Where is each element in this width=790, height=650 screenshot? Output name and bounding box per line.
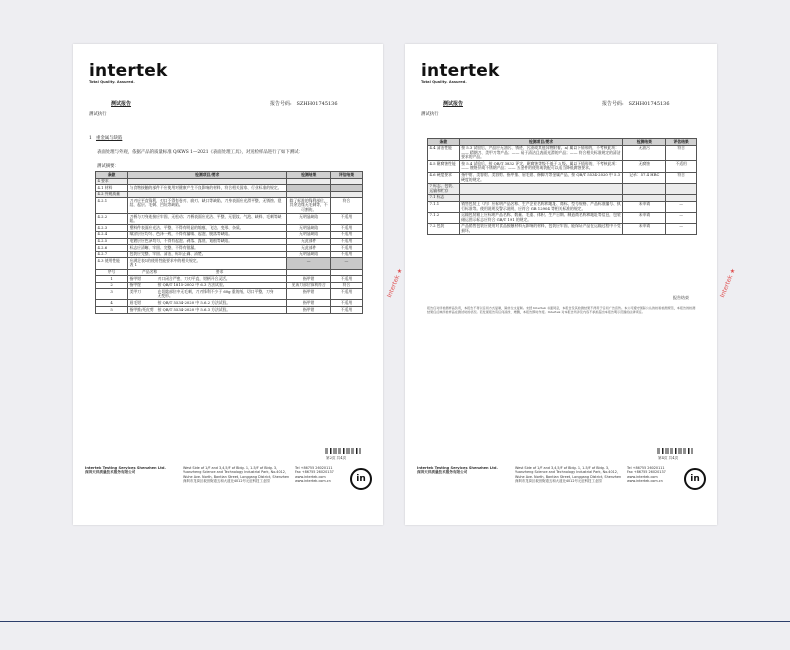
table-cell-result: 无明显缺陷 [287, 214, 330, 225]
table-cell-req: 刀刃应平直锋利，刃口不得有卷刃、崩刃、缺口等缺陷，刀身表面应光滑平整，无锈蚀、裂纹、起层、毛刺、凹坑等缺陷。 [128, 198, 287, 214]
table-cell-req: 运输包装箱上应标明产品名称、数量、毛重、体积、生产日期、制造商名称和地址等信息，包装储运图示标志应符合 GB/T 191 的规定。 [459, 212, 623, 223]
company-address: West Side of 1/F and 3,4,5/F of Bldg. 1, 1-5/F of Bldg. 3, Yuanzheng Science and Technology Industrial Park, No.4012, Wuhe Ave. North, Bantian Street, Longgang District, Shenzhen 深圳市龙岗区坂田街道五和大道北4012号元征科技工业园 [183, 466, 290, 484]
table-row [96, 251, 363, 258]
table-cell-clause: 4.4 清洁性能 [428, 145, 460, 161]
table-row [96, 231, 363, 238]
table-cell-req [459, 194, 623, 201]
table-cell-eval [330, 191, 362, 198]
table-cell-req: 按 5.3 试验后，产品应无油污、锈迹、污渍或其他异物附着。a) 属以下情形的，不考核此项：—— 精钢刀、美甲刀等产品；—— 易于清洁且表面光滑的产品；—— 符合相关标准规定的清洁要求的产品。 [459, 145, 623, 161]
table-row [96, 258, 363, 269]
brand-name: intertek [89, 61, 168, 81]
table-cell-req: 应满足表1的使用性能要求中的相关规定。 表 1 [128, 258, 287, 269]
table-cell-result: 无明显缺陷 [287, 225, 330, 232]
table-cell-clause: 7.1.1 [428, 201, 460, 212]
brand-tagline: Total Quality. Assured. [89, 80, 135, 84]
sub-table-row: 2 指甲锉 按 QB/T 1815-2002 中 6.3 方法试验。 见该刀部位锋利符合 符合 [96, 282, 363, 289]
table-cell-eval: 符合 [330, 198, 362, 214]
table-cell-result: 无此部件 [287, 245, 330, 252]
table-cell-req [459, 183, 623, 194]
table-cell-clause: 4.6 硬度要求 [428, 172, 460, 183]
table-cell-req: 刀柄与刀身连接应牢固，无松动；刀柄表面应光洁、平整，无裂纹、气泡、缺料、毛刺等缺陷。 [128, 214, 287, 225]
company-name: Intertek Testing Services Shenzhen Ltd. 深圳天祥质量技术服务有限公司 [85, 466, 166, 475]
table-cell-clause: 7.2 包装 [428, 223, 460, 234]
company-contact: Tel +86755 26020111 Fax +86755 26020137 www.intertek.com www.intertek.com.cn [627, 466, 666, 484]
table-cell-clause: 4.2.2 [96, 214, 128, 225]
table-row [96, 185, 363, 192]
table-cell-result: 未申请 [623, 201, 666, 212]
report-type: 测试报告 [111, 101, 132, 107]
table-cell-clause: 4.2.5 [96, 238, 128, 245]
table-row [96, 191, 363, 198]
table-cell-eval: 不适用 [330, 231, 362, 238]
table-cell-eval: 不适用 [330, 245, 362, 252]
company-address: West Side of 1/F and 3,4,5/F of Bldg. 1, 1-5/F of Bldg. 3, Yuanzheng Science and Technology Industrial Park, No.4012, Wuhe Ave. North, Bantian Street, Longgang District, Shenzhen 深圳市龙岗区坂田街道五和大道北4012号元征科技工业园 [515, 466, 622, 484]
table-cell-eval: 不适用 [330, 214, 362, 225]
page-number: 第2页 共4页 [326, 456, 347, 460]
table-cell-clause: 4.5 耐腐蚀性能 [428, 161, 460, 172]
table-cell-eval: 不适用 [330, 225, 362, 232]
table-cell-clause: 4.2.6 [96, 245, 128, 252]
table-cell-clause: 4.2 外观质量 [96, 191, 128, 198]
brand-name: intertek [421, 61, 500, 81]
table-row [428, 223, 697, 234]
table-row [428, 172, 697, 183]
table-cell-clause: 7.1.2 [428, 212, 460, 223]
section-intro: 表面处理与外观，依据产品的质量标准 Q/KWS 1—2021《表面处理工具》，对送检样品进行了如下测试： [97, 150, 303, 155]
table-cell-result: 未申请 [623, 212, 666, 223]
table-row [96, 238, 363, 245]
executed-label: 测试执行 [421, 112, 439, 117]
table-cell-result: 未申请 [623, 223, 666, 234]
table-cell-clause: 4.2.7 [96, 251, 128, 258]
table-cell-result: 无此部件 [287, 238, 330, 245]
intertek-logo [421, 62, 500, 84]
table-cell-eval: 不适用 [666, 161, 697, 172]
summary-subhead: 测试摘要： [97, 164, 119, 169]
table-cell-eval: 符合 [666, 145, 697, 161]
table-row [96, 178, 363, 185]
table-cell-clause: 7.1 标志 [428, 194, 460, 201]
table-cell-clause: 4 要求 [96, 178, 128, 185]
table-row [428, 161, 697, 172]
table-cell-eval: — [330, 258, 362, 269]
table-row [96, 225, 363, 232]
seal-stamp: Intertek ★ [386, 267, 405, 299]
sub-table-header-row: 序号 产品名称 要求 [96, 269, 363, 276]
table-cell-result: 除了标准的锋利部位，其余边缘无毛刺等，不可割伤。 [287, 198, 330, 214]
table-cell-result: 无油污 [623, 145, 666, 161]
report-page-2 [405, 44, 717, 525]
divider-line [0, 621, 790, 622]
table-cell-result [287, 178, 330, 185]
company-contact: Tel +86755 26020111 Fax +86755 26020137 www.intertek.com www.intertek.com.cn [295, 466, 334, 484]
table-cell-eval: — [666, 201, 697, 212]
table-cell-result [623, 183, 666, 194]
barcode [325, 448, 361, 454]
table-cell-clause: 4.3 使用性能 [96, 258, 128, 269]
table-cell-result: 无腐蚀 [623, 161, 666, 172]
table-cell-result: 无明显缺陷 [287, 251, 330, 258]
intertek-logo [89, 62, 168, 84]
table-cell-clause: 7 标志、包装、运输和贮存 [428, 183, 460, 194]
table-row [428, 145, 697, 161]
table-cell-req: 标志应清晰、牢固、完整，不得有错漏。 [128, 245, 287, 252]
table-cell-result [287, 191, 330, 198]
table-cell-req: 塑料件表面应光洁、平整，不得有明显的缩痕、飞边、变形、杂质。 [128, 225, 287, 232]
report-page-1 [73, 44, 383, 525]
table-cell-eval: 不适用 [330, 238, 362, 245]
table-cell-req: 喷涂层应均匀、色泽一致，不得有漏喷、起泡、脱落等缺陷。 [128, 231, 287, 238]
table-cell-eval [666, 183, 697, 194]
table-cell-eval: 不适用 [330, 251, 362, 258]
table-cell-eval: 符合 [666, 172, 697, 183]
table-cell-req: 销售包装上（内）应标明产品名称、生产企业名称和地址、商标、型号规格、产品标准编号、执行标准等。使用说明及警示说明，应符合 GB 12904 等相关标准的规定。 [459, 201, 623, 212]
intertek-in-mark-icon: in [684, 468, 706, 490]
report-number: 报告号码: SZHH01745136 [270, 101, 338, 107]
table-cell-req: 与食物接触的部件不应使用对健康产生不良影响的材料，符合相关国家、行业标准的规定。 [128, 185, 287, 192]
sub-table-row: 1 指甲钳 刃口闭合严密，刀刃平直，钳柄开合灵活。 指甲钳 不适用 [96, 276, 363, 283]
page-number: 第4页 共4页 [658, 456, 679, 460]
sub-table-row: 5 指甲推/死皮剪 按 QB/T 5534-2020 中 5.6.3 方法试验。 指甲钳 不适用 [96, 307, 363, 314]
report-number: 报告号码: SZHH01745136 [602, 101, 670, 107]
table-cell-eval: — [666, 212, 697, 223]
intertek-in-mark-icon: in [350, 468, 372, 490]
table-row [428, 212, 697, 223]
table-cell-clause: 4.2.1 [96, 198, 128, 214]
table-cell-req [128, 191, 287, 198]
sub-table-row: 3 美甲刀 在切除部位中无毛刺，刀刃锋利不少于 60g 重的纸，切口平整，刀身无变形。 指甲钳 不适用 [96, 289, 363, 300]
table-cell-result: 记录：57.4 HRC [623, 172, 666, 183]
table-cell-req: 按 5.4 试验后，按 QB/T 3832 评定，耐腐蚀等级不低于 3 级。属以下情形的，不考核此项：—— 镀铬层或不锈钢产品；—— 五金件的使用或装配可以适当降低腐蚀要求。 [459, 161, 623, 172]
table-cell-result [623, 194, 666, 201]
table-row [96, 198, 363, 214]
report-type: 测试报告 [443, 101, 464, 107]
table-cell-eval [666, 194, 697, 201]
table-cell-eval: — [666, 223, 697, 234]
table-cell-result: — [287, 258, 330, 269]
table-cell-req: 电镀层应色泽均匀，不得有起泡、剥落、露底、划痕等缺陷。 [128, 238, 287, 245]
table-row [96, 245, 363, 252]
section-heading: 1 重金属与缺陷 [89, 136, 123, 141]
table-cell-req [128, 178, 287, 185]
table-cell-result [287, 185, 330, 192]
table-cell-req: 产品销售包装应使用对食品接触材料无影响的材料，包装应牢固，能保证产品在运输过程中不受损坏。 [459, 223, 623, 234]
table-header-row: 条款 检测项目/要求 检测结果 评估结果 [96, 172, 363, 179]
executed-label: 测试执行 [89, 112, 107, 117]
table-cell-result: 无明显缺陷 [287, 231, 330, 238]
report-end-label: 报告结束 [673, 295, 689, 300]
table-cell-req: 包装应完整、牢固、清洁，标识正确、清楚。 [128, 251, 287, 258]
table-row [428, 201, 697, 212]
table-cell-clause: 4.2.3 [96, 225, 128, 232]
seal-stamp: Intertek ★ [719, 267, 738, 299]
company-name: Intertek Testing Services Shenzhen Ltd. 深圳天祥质量技术服务有限公司 [417, 466, 498, 475]
results-table-1 [95, 171, 363, 314]
table-cell-eval [330, 178, 362, 185]
barcode [657, 448, 693, 454]
table-cell-eval [330, 185, 362, 192]
table-cell-clause: 4.2.4 [96, 231, 128, 238]
table-row [96, 214, 363, 225]
disclaimer-text: 报告仅对所检测样品负责，本报告不得以任何方式复制，除非全文复制。未经 Intertek 书面同意，本报告及其检测结果不得用于任何广告宣传。本公司遵守国际公认的检验检测规范，本报告的检测结果仅反映所检样品在测试时的状况。若发现报告有任何涂改、增删，本报告即时作废。Intertek 对本报告所涉及内容不承担超出本报告明示范围的法律责任。 [427, 306, 696, 314]
table-cell-req: 指甲钳、美容钳、美容剪、指甲推、眉毛钳、修脚刀等金属产品，按 QB/T 5534-2020 中 5.3 硬度的规定。 [459, 172, 623, 183]
table-cell-clause: 4.1 材料 [96, 185, 128, 192]
sub-table-row: 4 眉毛钳 按 QB/T 5534-2020 中 5.6.2 方法试验。 指甲钳 不适用 [96, 300, 363, 307]
brand-tagline: Total Quality. Assured. [421, 80, 467, 84]
table-header-row: 条款 检测项目/要求 检测结果 评估结果 [428, 139, 697, 146]
results-table-2 [427, 138, 697, 235]
table-row [428, 183, 697, 194]
table-row [428, 194, 697, 201]
